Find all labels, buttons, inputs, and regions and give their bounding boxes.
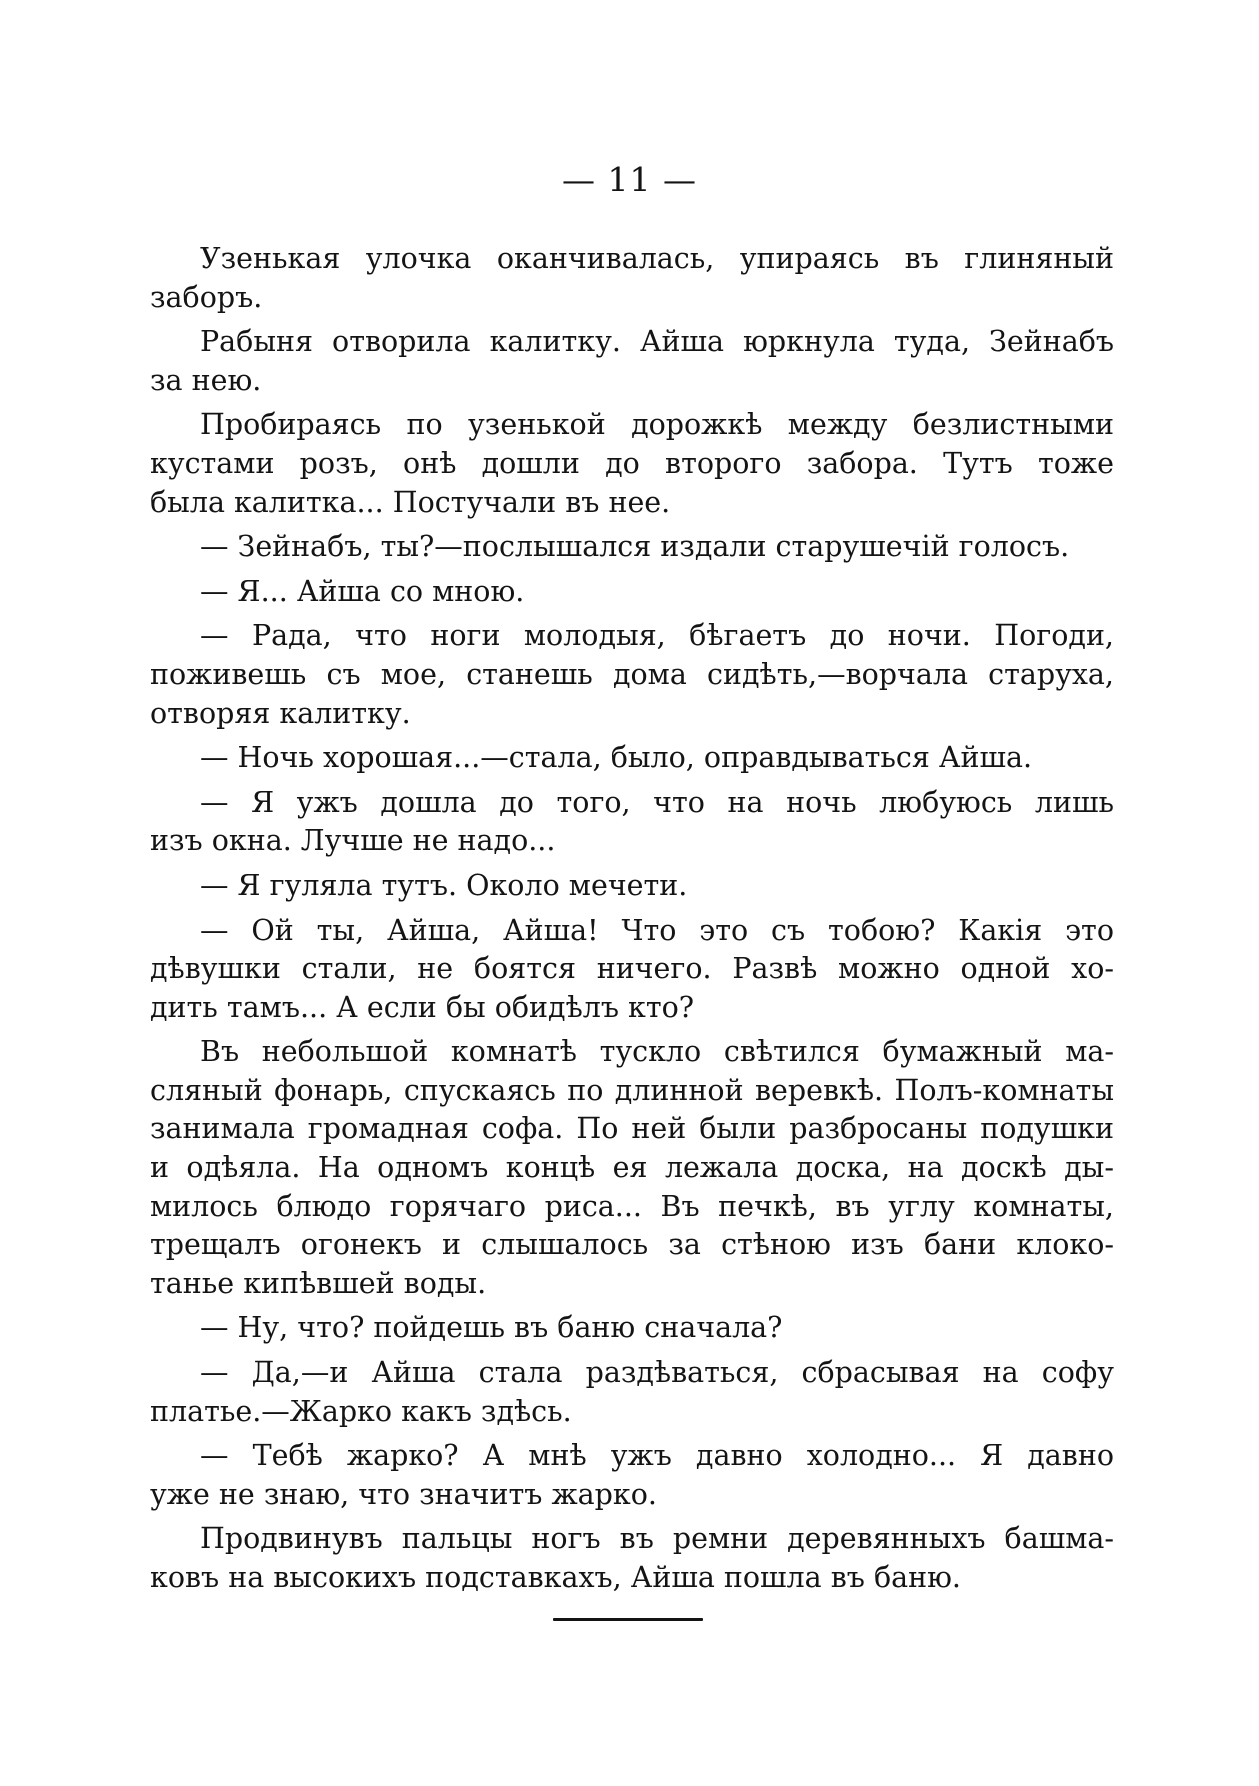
text-line: отворяя калитку. — [150, 696, 411, 730]
text-line: — Я гуляла тутъ. Около мечети. — [200, 868, 688, 902]
text-line: кустами розъ, онѣ дошли до второго забора. Тутъ тоже — [150, 446, 1114, 480]
paragraph — [150, 1520, 1114, 1597]
paragraph — [150, 1437, 1114, 1514]
text-line: — Ночь хорошая...—стала, было, оправдываться Айша. — [200, 741, 1033, 775]
text-line: поживешь съ мое, станешь дома сидѣть,—ворчала старуха, — [150, 657, 1114, 691]
text-line: — Рада, что ноги молодыя, бѣгаетъ до ночи. Погоди, — [200, 619, 1114, 653]
text-line: трещалъ огонекъ и слышалось за стѣною изъ бани клоко- — [150, 1228, 1114, 1262]
text-line: ковъ на высокихъ подставкахъ, Айша пошла въ баню. — [150, 1561, 961, 1594]
paragraph — [150, 1309, 1114, 1348]
paragraph — [150, 1033, 1114, 1303]
text-line: платье.—Жарко какъ здѣсь. — [150, 1394, 572, 1428]
paragraph — [150, 240, 1114, 317]
text-line: и одѣяла. На одномъ концѣ ея лежала доска, на доскѣ ды- — [150, 1151, 1114, 1185]
text-line: дить тамъ... А если бы обидѣлъ кто? — [150, 990, 695, 1024]
paragraph — [150, 617, 1114, 733]
text-line: занимала громадная софа. По ней были разбросаны подушки — [150, 1112, 1114, 1146]
text-line: — Да,—и Айша стала раздѣваться, сбрасывая на софу — [200, 1356, 1114, 1390]
text-line: — Тебѣ жарко? А мнѣ ужъ давно холодно... Я давно — [200, 1439, 1114, 1473]
text-line: — Я ужъ дошла до того, что на ночь любуюсь лишь — [200, 785, 1114, 819]
paragraph — [150, 573, 1114, 612]
text-line: Въ небольшой комнатѣ тускло свѣтился бумажный ма- — [200, 1035, 1114, 1069]
text-line: — Ну, что? пойдешь въ баню сначала? — [200, 1311, 783, 1345]
paragraph — [150, 1354, 1114, 1431]
paragraph — [150, 323, 1114, 400]
text-line: Продвинувъ пальцы ногъ въ ремни деревянныхъ башма- — [200, 1522, 1114, 1556]
text-line: изъ окна. Лучше не надо... — [150, 824, 556, 858]
text-line: дѣвушки стали, не боятся ничего. Развѣ можно одной хо- — [150, 952, 1114, 986]
paragraph — [150, 406, 1114, 522]
text-line: Пробираясь по узенькой дорожкѣ между безлистными — [200, 408, 1114, 442]
text-line: сляный фонарь, спускаясь по длинной веревкѣ. Полъ-комнаты — [150, 1073, 1114, 1107]
text-line: — Зейнабъ, ты?—послышался издали старушечій голосъ. — [200, 530, 1070, 564]
body-text — [150, 240, 1114, 1598]
paragraph — [150, 912, 1114, 1028]
text-line: — Ой ты, Айша, Айша! Что это съ тобою? Какія это — [200, 913, 1114, 947]
text-line: за нею. — [150, 363, 262, 397]
text-line: Узенькая улочка оканчивалась, упираясь въ глиняный — [200, 242, 1114, 275]
end-of-chapter-rule — [553, 1618, 703, 1621]
paragraph — [150, 739, 1114, 778]
text-line: заборъ. — [150, 280, 263, 314]
text-line: Рабыня отворила калитку. Айша юркнула туда, Зейнабъ — [200, 325, 1114, 359]
text-line: — Я... Айша со мною. — [200, 574, 525, 608]
text-line: была калитка... Постучали въ нее. — [150, 485, 671, 519]
text-line: милось блюдо горячаго риса... Въ печкѣ, въ углу комнаты, — [150, 1189, 1114, 1223]
text-line: уже не знаю, что значитъ жарко. — [150, 1477, 657, 1511]
paragraph — [150, 867, 1114, 906]
paragraph — [150, 784, 1114, 861]
paragraph — [150, 528, 1114, 567]
text-line: танье кипѣвшей воды. — [150, 1266, 487, 1300]
page-number: — 11 — — [562, 160, 697, 199]
